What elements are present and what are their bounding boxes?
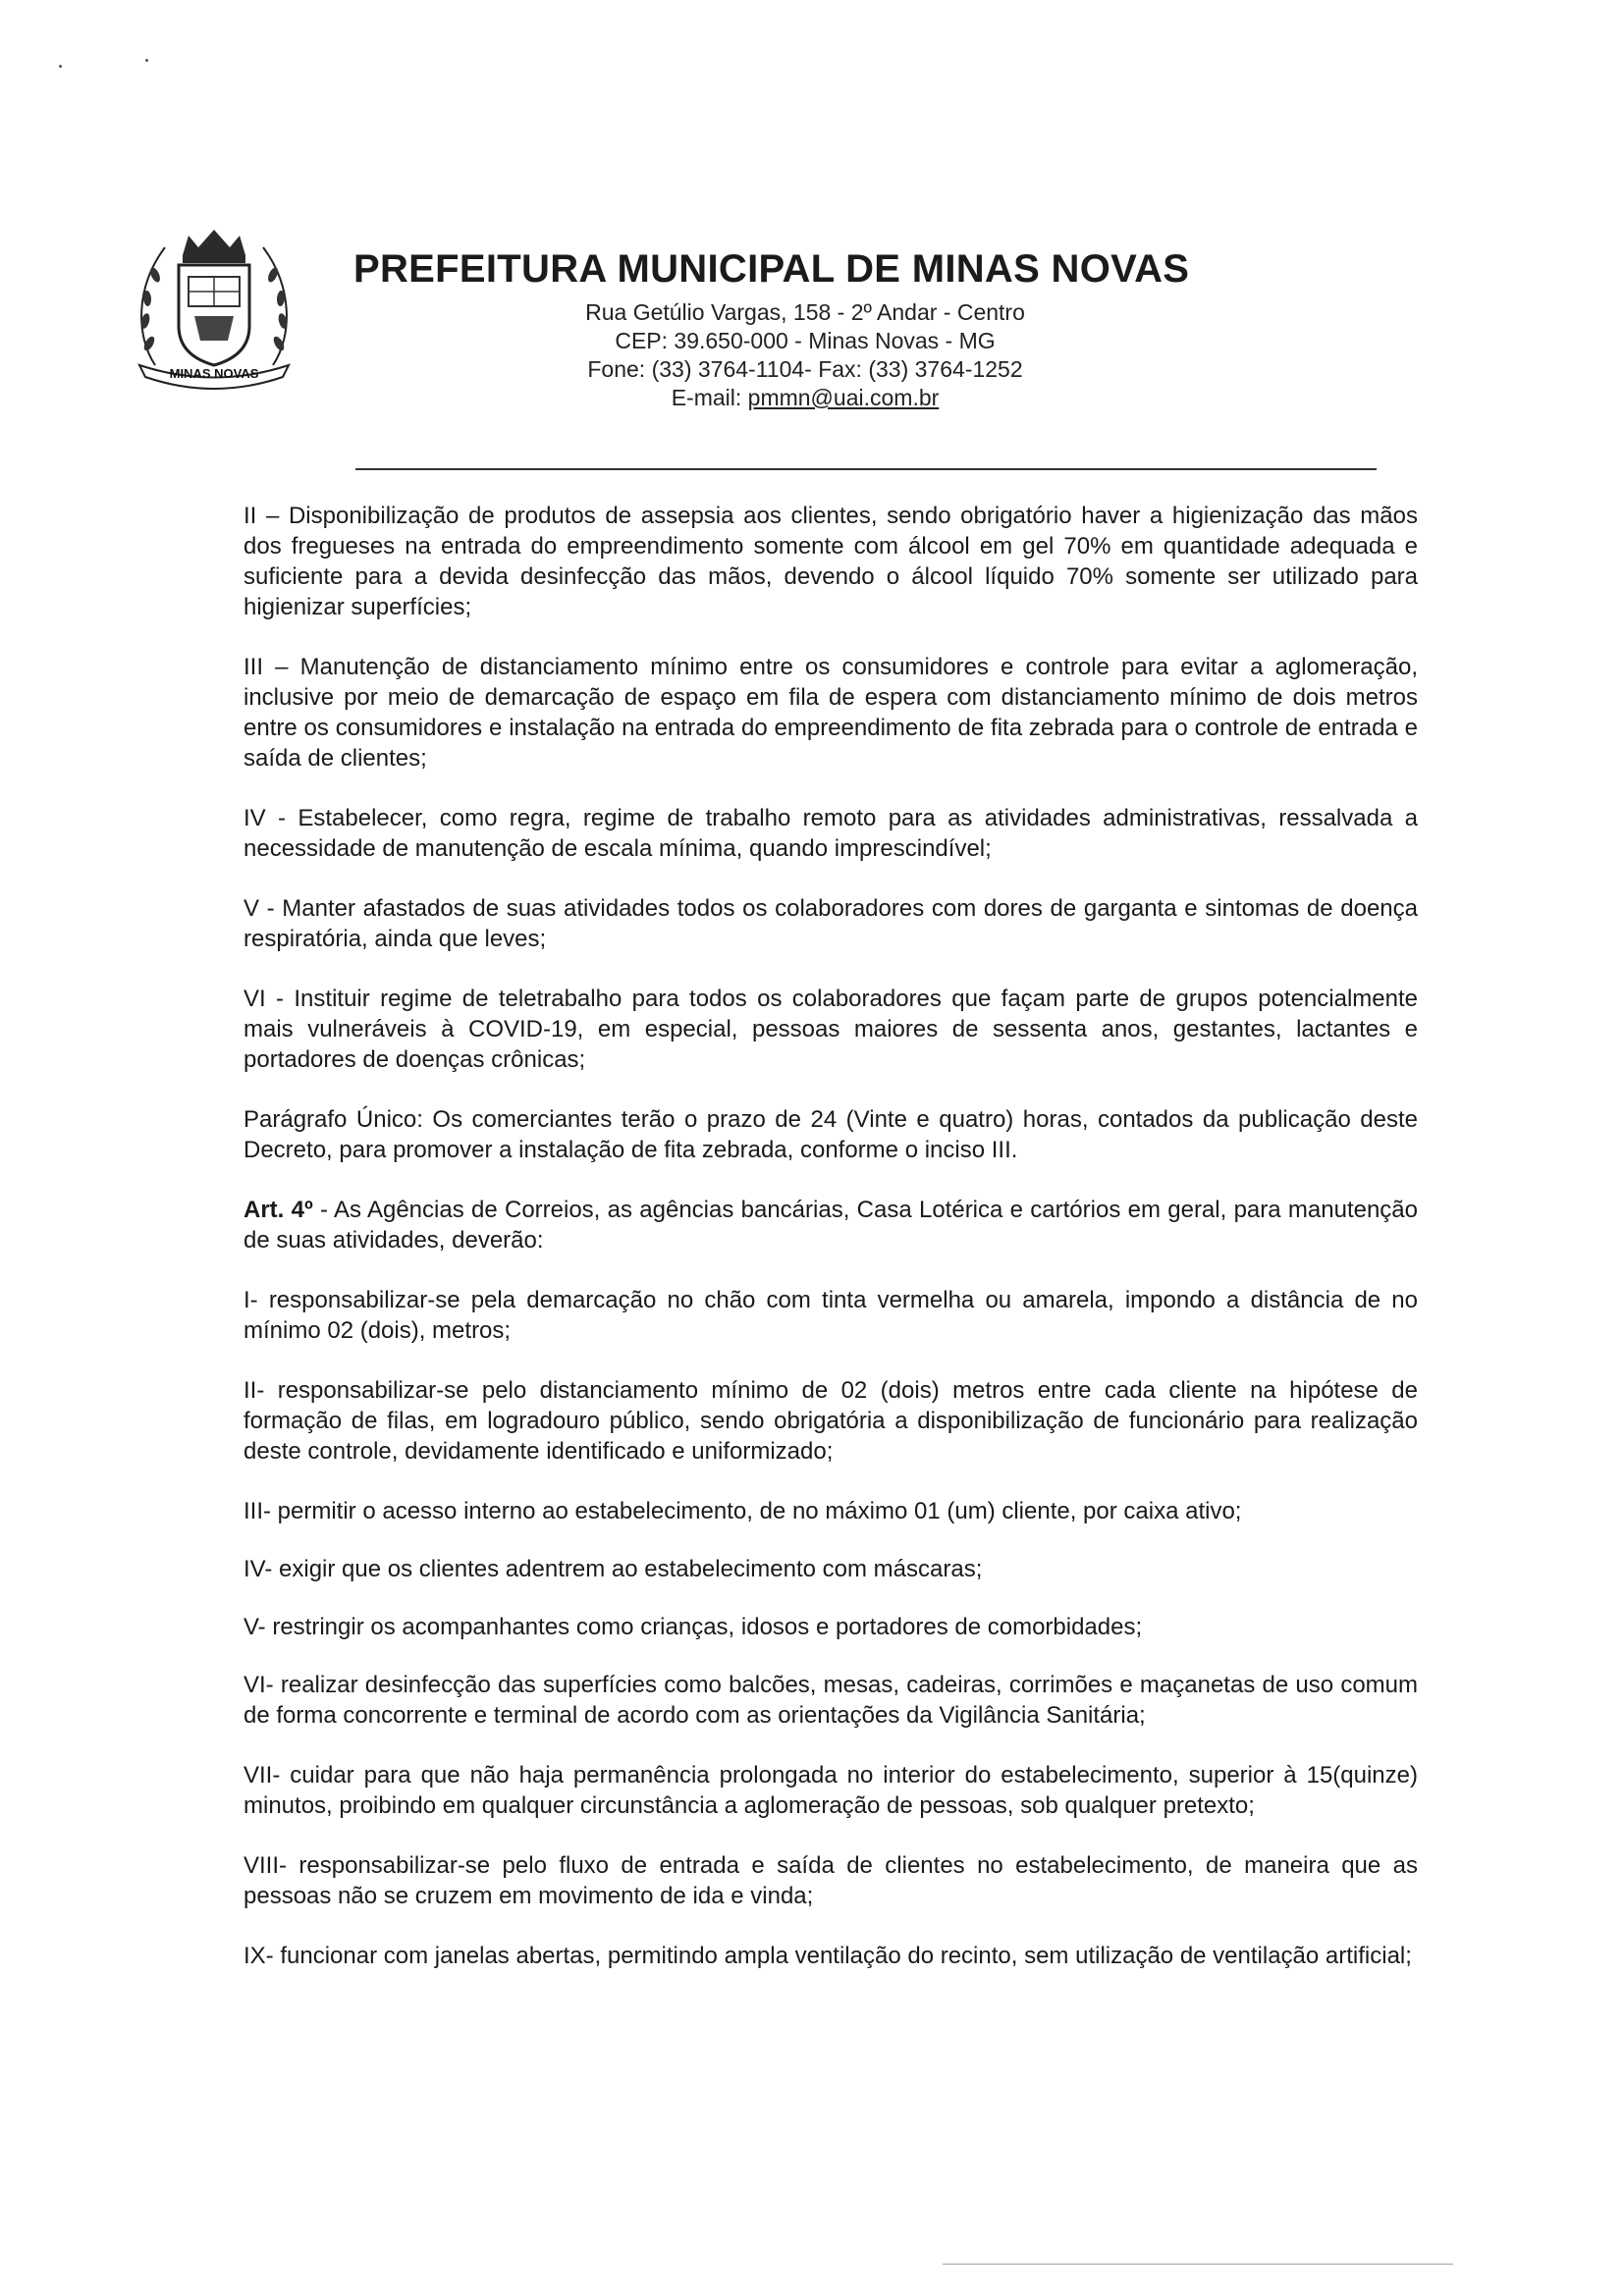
- list-item-ix: IX- funcionar com janelas abertas, permitindo ampla ventilação do recinto, sem utilização de ventilação artificial;: [244, 1943, 1412, 1969]
- paragraph-inciso-v: V - Manter afastados de suas atividades todos os colaboradores com dores de garganta e sintomas de doença respiratória, ainda que leves;: [244, 895, 1418, 952]
- paragraph-paragrafo-unico: Parágrafo Único: Os comerciantes terão o prazo de 24 (Vinte e quatro) horas, contados da publicação deste Decreto, para promover a instalação de fita zebrada, conforme o inciso III.: [244, 1106, 1418, 1163]
- paragraph-inciso-vi: VI - Instituir regime de teletrabalho para todos os colaboradores que façam parte de grupos potencialmente mais vulneráveis à COVID-19, em especial, pessoas maiores de sessenta anos, gestantes, lactantes e portadores de doenças crônicas;: [244, 986, 1418, 1073]
- list-item-iii: III- permitir o acesso interno ao estabelecimento, de no máximo 01 (um) cliente, por caixa ativo;: [244, 1498, 1242, 1524]
- municipal-crest-emblem: [126, 218, 302, 395]
- paragraph-inciso-iv: IV - Estabelecer, como regra, regime de trabalho remoto para as atividades administrativas, ressalvada a necessidade de manutenção de escala mínima, quando imprescindível;: [244, 805, 1418, 862]
- list-item-ii: II- responsabilizar-se pelo distanciamento mínimo de 02 (dois) metros entre cada cliente na hipótese de formação de filas, em logradouro público, sendo obrigatória a disponibilização de funcionário para realização deste controle, devidamente identificado e uniformizado;: [244, 1377, 1418, 1465]
- list-item-i: I- responsabilizar-se pela demarcação no chão com tinta vermelha ou amarela, impondo a distância de no mínimo 02 (dois), metros;: [244, 1287, 1418, 1344]
- email-label: E-mail:: [671, 385, 748, 410]
- crest-ribbon-text: MINAS NOVAS: [169, 366, 259, 381]
- list-item-iv: IV- exigir que os clientes adentrem ao estabelecimento com máscaras;: [244, 1556, 983, 1582]
- email-line: [530, 384, 1080, 412]
- letterhead: [353, 247, 1237, 412]
- header-divider: [355, 468, 1377, 470]
- document-body: [244, 501, 1418, 2001]
- paragraph-art-4: [244, 1195, 1418, 1255]
- phone-line: Fone: (33) 3764-1104- Fax: (33) 3764-1252: [587, 356, 1023, 382]
- article-label: Art. 4º: [244, 1197, 313, 1223]
- footer-divider: [943, 2264, 1453, 2265]
- page-title: PREFEITURA MUNICIPAL DE MINAS NOVAS: [353, 247, 1190, 291]
- article-text: - As Agências de Correios, as agências bancárias, Casa Lotérica e cartórios em geral, para manutenção de suas atividades, deverão:: [244, 1197, 1418, 1254]
- list-item-vii: VII- cuidar para que não haja permanência prolongada no interior do estabelecimento, superior à 15(quinze) minutos, proibindo em qualquer circunstância a aglomeração de pessoas, sob qualquer pretexto;: [244, 1762, 1418, 1819]
- cep-line: CEP: 39.650-000 - Minas Novas - MG: [615, 328, 996, 353]
- paragraph-inciso-ii: II – Disponibilização de produtos de assepsia aos clientes, sendo obrigatório haver a higienização das mãos dos fregueses na entrada do empreendimento somente com álcool em gel 70% em quantidade adequada e suficiente para a devida desinfecção das mãos, devendo o álcool líquido 70% somente ser utilizado para higienizar superfícies;: [244, 503, 1418, 620]
- list-item-v: V- restringir os acompanhantes como crianças, idosos e portadores de comorbidades;: [244, 1614, 1143, 1640]
- scan-speck: [59, 65, 62, 68]
- scan-speck: [145, 59, 148, 62]
- list-item-viii: VIII- responsabilizar-se pelo fluxo de entrada e saída de clientes no estabelecimento, de maneira que as pessoas não se cruzem em movimento de ida e vinda;: [244, 1852, 1418, 1909]
- list-item-vi: VI- realizar desinfecção das superfícies como balcões, mesas, cadeiras, corrimões e maçanetas de uso comum de forma concorrente e terminal de acordo com as orientações da Vigilância Sanitária;: [244, 1672, 1418, 1729]
- address-line: Rua Getúlio Vargas, 158 - 2º Andar - Centro: [585, 299, 1025, 325]
- contact-block: [530, 298, 1080, 412]
- paragraph-inciso-iii: III – Manutenção de distanciamento mínimo entre os consumidores e controle para evitar a aglomeração, inclusive por meio de demarcação de espaço em fila de espera com distanciamento mínimo de dois metros entre os consumidores e instalação na entrada do empreendimento de fita zebrada para o controle de entrada e saída de clientes;: [244, 654, 1418, 772]
- email-link[interactable]: pmmn@uai.com.br: [747, 385, 940, 410]
